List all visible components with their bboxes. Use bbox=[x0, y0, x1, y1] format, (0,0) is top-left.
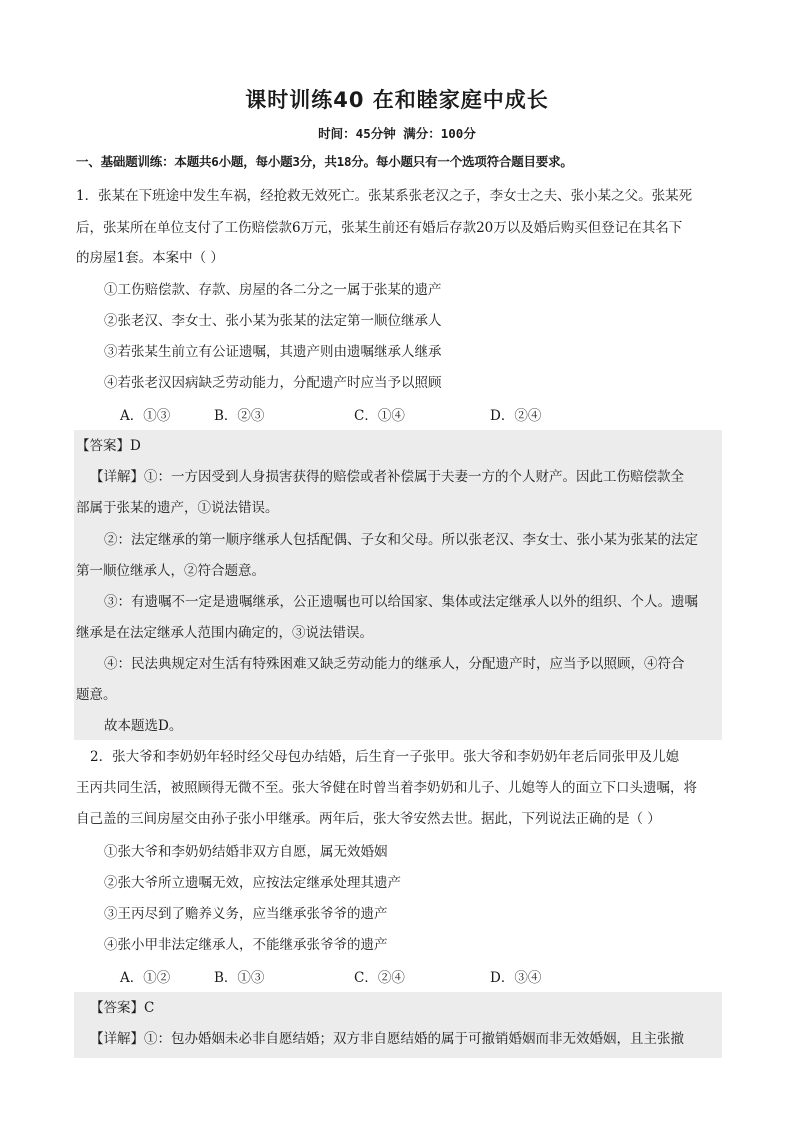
q2-statement: ①张大爷和李奶奶结婚非双方自愿，属无效婚姻 bbox=[104, 844, 388, 860]
q1-stem-line: 后，张某所在单位支付了工伤赔偿款6万元，张某生前还有婚后存款20万以及婚后购买但登记在其名下 bbox=[76, 220, 683, 236]
q2-option-d: D．③④ bbox=[490, 970, 542, 986]
q1-analysis-line: ④：民法典规定对生活有特殊困难又缺乏劳动能力的继承人，分配遗产时，应当予以照顾，④符合 bbox=[104, 656, 685, 672]
q2-option-a: A．①② bbox=[120, 970, 171, 986]
q2-option-c: C．②④ bbox=[354, 970, 405, 986]
q2-analysis-line: 【详解】①：包办婚姻未必非自愿结婚；双方非自愿结婚的属于可撤销婚姻而非无效婚姻，且主张撤 bbox=[90, 1031, 684, 1047]
q1-option-a: A．①③ bbox=[120, 408, 171, 424]
page-title: 课时训练40 在和睦家庭中成长 bbox=[245, 88, 549, 112]
q1-analysis-line: ②：法定继承的第一顺序继承人包括配偶、子女和父母。所以张老汉、李女士、张小某为张某的法定 bbox=[104, 532, 698, 548]
q1-statement: ③若张某生前立有公证遗嘱，其遗产则由遗嘱继承人继承 bbox=[104, 344, 442, 360]
q2-options bbox=[120, 966, 620, 986]
q1-options bbox=[120, 404, 620, 424]
q2-statement: ④张小甲非法定继承人，不能继承张爷爷的遗产 bbox=[104, 937, 388, 953]
q1-answer: 【答案】D bbox=[76, 438, 141, 454]
q1-analysis-line: 继承是在法定继承人范围内确定的，③说法错误。 bbox=[76, 625, 373, 641]
q1-analysis-line: 题意。 bbox=[76, 687, 117, 703]
section-header: 一、基础题训练：本题共6小题，每小题3分，共18分。每小题只有一个选项符合题目要求。 bbox=[76, 154, 573, 169]
q1-analysis-line: 故本题选D。 bbox=[104, 718, 183, 734]
q2-answer: 【答案】C bbox=[90, 1000, 155, 1016]
q1-stem-line: 1．张某在下班途中发生车祸，经抢救无效死亡。张某系张老汉之子，李女士之夫、张小某之父。张某死 bbox=[76, 188, 693, 204]
q2-statement: ②张大爷所立遗嘱无效，应按法定继承处理其遗产 bbox=[104, 875, 401, 891]
q1-analysis-line: 【详解】①：一方因受到人身损害获得的赔偿或者补偿属于夫妻一方的个人财产。因此工伤赔偿款全 bbox=[90, 469, 684, 485]
q1-statement: ②张老汉、李女士、张小某为张某的法定第一顺位继承人 bbox=[104, 313, 442, 329]
q1-statement: ①工伤赔偿款、存款、房屋的各二分之一属于张某的遗产 bbox=[104, 282, 442, 298]
q1-analysis-line: ③：有遗嘱不一定是遗嘱继承，公正遗嘱也可以给国家、集体或法定继承人以外的组织、个人。遗嘱 bbox=[104, 594, 698, 610]
q2-stem-line: 自己盖的三间房屋交由孙子张小甲继承。两年后，张大爷安然去世。据此，下列说法正确的是（ ） bbox=[76, 811, 661, 827]
q2-stem-line: 王丙共同生活，被照顾得无微不至。张大爷健在时曾当着李奶奶和儿子、儿媳等人的面立下口头遗嘱，将 bbox=[76, 780, 697, 796]
q1-stem-line: 的房屋1套。本案中（ ） bbox=[76, 250, 224, 266]
q1-option-d: D．②④ bbox=[490, 408, 542, 424]
q2-option-b: B．①③ bbox=[214, 970, 265, 986]
q2-statement: ③王丙尽到了赡养义务，应当继承张爷爷的遗产 bbox=[104, 906, 388, 922]
q2-stem-line: 2．张大爷和李奶奶年轻时经父母包办结婚，后生育一子张甲。张大爷和李奶奶年老后同张甲及儿媳 bbox=[90, 749, 680, 765]
exam-time-score: 时间：45分钟 满分：100分 bbox=[318, 126, 476, 141]
q1-analysis-line: 部属于张某的遗产，①说法错误。 bbox=[76, 500, 279, 516]
q1-option-b: B．②③ bbox=[214, 408, 265, 424]
q1-option-c: C．①④ bbox=[354, 408, 405, 424]
q1-analysis-line: 第一顺位继承人，②符合题意。 bbox=[76, 563, 265, 579]
q1-statement: ④若张老汉因病缺乏劳动能力，分配遗产时应当予以照顾 bbox=[104, 375, 442, 391]
